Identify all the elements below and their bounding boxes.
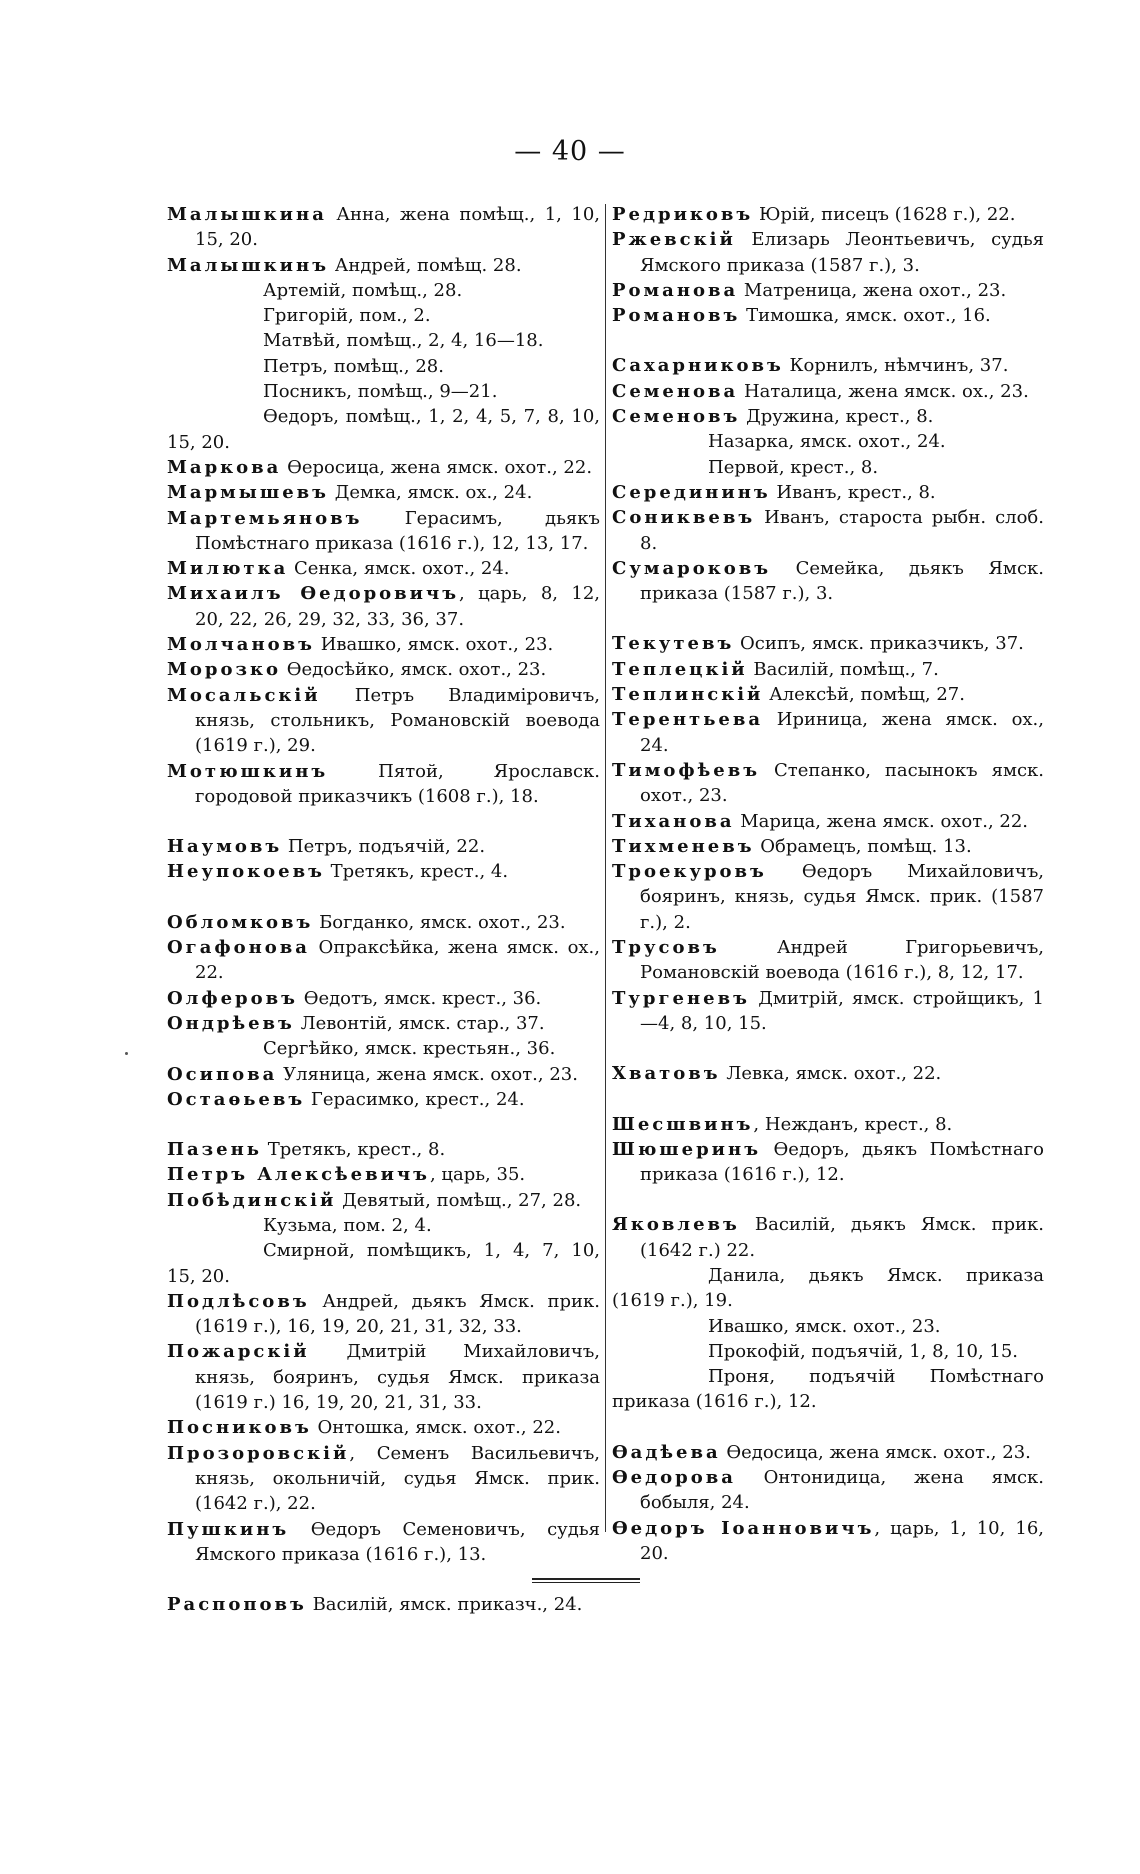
entry-details: Андрей, помѣщ. 28. bbox=[329, 254, 522, 276]
entry-surname: Теплинскій bbox=[612, 684, 764, 706]
entry-details: , царь, 8, 12, 20, 22, 26, 29, 32, 33, 36, 37. bbox=[195, 583, 600, 630]
entry-name: Прокофій, подъячій, 1, 8, 10, 15. bbox=[708, 1340, 1019, 1362]
entry-details: Третякъ, крест., 8. bbox=[262, 1139, 446, 1161]
entry-surname: Тимофѣевъ bbox=[612, 759, 761, 781]
index-entry bbox=[167, 1062, 600, 1087]
entry-details: Ѳеросица, жена ямск. охот., 22. bbox=[281, 456, 593, 478]
entry-details: Семейка, дьякъ Ямск. приказа (1587 г.), 3. bbox=[640, 557, 1044, 605]
end-rule bbox=[532, 1578, 640, 1583]
entry-details: Ѳедотъ, ямск. крест., 36. bbox=[297, 987, 542, 1009]
index-entry bbox=[167, 556, 600, 581]
entry-surname: Обломковъ bbox=[167, 911, 314, 933]
entry-surname: Малышкина bbox=[167, 204, 327, 225]
entry-surname: Сониквевъ bbox=[612, 507, 756, 529]
entry-details: Герасимъ, дьякъ Помѣстнаго приказа (1616 г.), 12, 13, 17. bbox=[195, 507, 600, 554]
entry-surname: Редриковъ bbox=[612, 204, 754, 225]
entry-name: Данила, дьякъ Ямск. приказа (1619 г.), 19. bbox=[612, 1264, 1044, 1312]
left-column bbox=[167, 202, 600, 1617]
entry-surname: Семеновъ bbox=[612, 406, 741, 428]
entry-details: Осипъ, ямск. приказчикъ, 37. bbox=[734, 633, 1024, 655]
index-entry bbox=[167, 1162, 600, 1187]
entry-surname: Морозко bbox=[167, 659, 282, 681]
entry-details: Дмитрій, ямск. стройщикъ, 1—4, 8, 10, 15. bbox=[640, 987, 1044, 1034]
index-entry bbox=[612, 986, 1044, 1037]
index-entry bbox=[708, 455, 1044, 480]
entry-surname: Олферовъ bbox=[167, 987, 298, 1009]
entry-surname: Пожарскій bbox=[167, 1341, 310, 1363]
entry-details: Ѳедосѣйко, ямск. охот., 23. bbox=[281, 659, 547, 681]
entry-details: , царь, 1, 10, 16, 20. bbox=[640, 1517, 1044, 1564]
entry-surname: Остаѳьевъ bbox=[167, 1088, 306, 1110]
index-entry bbox=[167, 683, 600, 759]
entry-surname: Сахарниковъ bbox=[612, 355, 784, 377]
entry-surname: Михаилъ Ѳедоровичъ bbox=[167, 583, 460, 605]
entry-surname: Шесшвинъ bbox=[612, 1113, 754, 1135]
index-entry bbox=[612, 303, 1044, 328]
entry-details: , царь, 35. bbox=[429, 1164, 526, 1186]
entry-surname: Сумароковъ bbox=[612, 557, 772, 579]
index-entry bbox=[263, 328, 600, 353]
entry-details: Пятой, Ярославск. городовой приказчикъ (1608 г.), 18. bbox=[195, 760, 600, 807]
entry-details: Дружина, крест., 8. bbox=[740, 406, 934, 428]
index-entry bbox=[612, 1263, 1044, 1314]
index-entry bbox=[167, 581, 600, 632]
index-entry bbox=[612, 1364, 1044, 1415]
entry-details: Левка, ямск. охот., 22. bbox=[720, 1063, 942, 1085]
entry-details: Онтонидица, жена ямск. бобыля, 24. bbox=[640, 1467, 1044, 1514]
entry-surname: Терентьева bbox=[612, 709, 764, 731]
index-entry bbox=[612, 1465, 1044, 1516]
index-entry bbox=[167, 506, 600, 557]
entry-details: Третякъ, крест., 4. bbox=[324, 861, 509, 883]
entry-details: Сенка, ямск. охот., 24. bbox=[288, 558, 510, 580]
index-entry bbox=[612, 1112, 1044, 1137]
index-entry bbox=[612, 1516, 1044, 1567]
entry-name: Ѳедоръ, помѣщ., 1, 2, 4, 5, 7, 8, 10, 15, 20. bbox=[167, 406, 600, 453]
index-entry bbox=[167, 1137, 600, 1162]
entry-details: Уляница, жена ямск. охот., 23. bbox=[277, 1063, 578, 1085]
index-entry bbox=[167, 657, 600, 682]
index-entry bbox=[167, 1592, 600, 1617]
entry-surname: Ѳедорова bbox=[612, 1467, 736, 1489]
index-entry bbox=[167, 404, 600, 455]
index-entry bbox=[612, 657, 1044, 682]
index-entry bbox=[612, 353, 1044, 378]
entry-surname: Хватовъ bbox=[612, 1063, 721, 1085]
entry-surname: Петръ Алексѣевичъ bbox=[167, 1164, 430, 1186]
index-entry bbox=[167, 986, 600, 1011]
entry-name: Матвѣй, помѣщ., 2, 4, 16—18. bbox=[263, 330, 544, 352]
entry-surname: Неупокоевъ bbox=[167, 861, 325, 883]
index-entry bbox=[167, 935, 600, 986]
margin-speck bbox=[125, 1052, 128, 1055]
index-entry bbox=[167, 1289, 600, 1340]
entry-surname: Троекуровъ bbox=[612, 861, 767, 883]
entry-details: Ириница, жена ямск. ох., 24. bbox=[640, 709, 1044, 756]
entry-surname: Тургеневъ bbox=[612, 987, 750, 1009]
entry-surname: Романовъ bbox=[612, 305, 741, 327]
entry-details: , Нежданъ, крест., 8. bbox=[753, 1113, 953, 1135]
entry-surname: Яковлевъ bbox=[612, 1214, 740, 1236]
entry-details: Богданко, ямск. охот., 23. bbox=[313, 911, 566, 933]
index-entry bbox=[167, 253, 600, 278]
entry-surname: Текутевъ bbox=[612, 633, 735, 655]
entry-details: Ѳедоръ Семеновичъ, судья Ямского приказа (1616 г.), 13. bbox=[195, 1518, 600, 1565]
entry-name: Посникъ, помѣщ., 9—21. bbox=[263, 381, 498, 403]
entry-details: Левонтій, ямск. стар., 37. bbox=[294, 1012, 545, 1034]
entry-surname: Теплецкій bbox=[612, 658, 748, 680]
entry-details: Демка, ямск. ох., 24. bbox=[328, 482, 533, 504]
entry-details: Онтошка, ямск. охот., 22. bbox=[311, 1417, 561, 1439]
entry-name: Смирной, помѣщикъ, 1, 4, 7, 10, 15, 20. bbox=[167, 1240, 600, 1287]
index-entry bbox=[612, 682, 1044, 707]
entry-details: Иванъ, крест., 8. bbox=[770, 481, 936, 503]
index-entry bbox=[263, 278, 600, 303]
index-entry bbox=[167, 1238, 600, 1289]
entry-details: Иванъ, староста рыбн. слоб. 8. bbox=[640, 507, 1044, 554]
index-entry bbox=[612, 1440, 1044, 1465]
index-entry bbox=[167, 1339, 600, 1415]
index-entry bbox=[612, 480, 1044, 505]
index-entry bbox=[612, 1137, 1044, 1188]
entry-details: Василій, помѣщ., 7. bbox=[747, 658, 939, 680]
entry-details: Наталица, жена ямск. ох., 23. bbox=[738, 380, 1029, 402]
entry-surname: Трусовъ bbox=[612, 937, 720, 959]
index-entry bbox=[167, 455, 600, 480]
entry-name: Кузьма, пом. 2, 4. bbox=[263, 1214, 432, 1236]
index-entry bbox=[167, 1011, 600, 1036]
entry-surname: Милютка bbox=[167, 558, 289, 580]
entry-details: Опраксѣйка, жена ямск. ох., 22. bbox=[195, 937, 600, 984]
entry-details: Андрей, дьякъ Ямск. прик. (1619 г.), 16, 19, 20, 21, 31, 32, 33. bbox=[195, 1290, 600, 1338]
index-entry bbox=[167, 759, 600, 810]
entry-surname: Мармышевъ bbox=[167, 482, 329, 504]
entry-details: Марица, жена ямск. охот., 22. bbox=[734, 810, 1029, 832]
entry-name: Ивашко, ямск. охот., 23. bbox=[708, 1315, 941, 1337]
index-entry bbox=[263, 354, 600, 379]
index-entry bbox=[708, 1339, 1044, 1364]
index-entry bbox=[612, 404, 1044, 429]
entry-surname: Распоповъ bbox=[167, 1594, 307, 1616]
index-entry bbox=[167, 1441, 600, 1517]
index-entry bbox=[263, 303, 600, 328]
entry-details: Ивашко, ямск. охот., 23. bbox=[314, 634, 554, 656]
index-entry bbox=[612, 631, 1044, 656]
index-entry bbox=[167, 1188, 600, 1213]
entry-surname: Посниковъ bbox=[167, 1417, 312, 1439]
entry-surname: Осипова bbox=[167, 1063, 278, 1085]
entry-surname: Ѳедоръ Іоанновичъ bbox=[612, 1517, 875, 1539]
entry-surname: Ондрѣевъ bbox=[167, 1012, 295, 1034]
column-divider bbox=[605, 204, 606, 1532]
entry-surname: Мотюшкинъ bbox=[167, 760, 329, 782]
entry-surname: Огафонова bbox=[167, 937, 310, 959]
entry-surname: Молчановъ bbox=[167, 634, 315, 656]
index-entry bbox=[263, 379, 600, 404]
index-entry bbox=[708, 1314, 1044, 1339]
entry-surname: Ржевскій bbox=[612, 229, 736, 251]
entry-details: Матреница, жена охот., 23. bbox=[738, 279, 1007, 301]
entry-name: Сергѣйко, ямск. крестьян., 36. bbox=[263, 1038, 556, 1060]
entry-name: Григорій, пом., 2. bbox=[263, 305, 431, 327]
right-column bbox=[612, 202, 1044, 1566]
index-entry bbox=[263, 1036, 600, 1061]
index-entry bbox=[167, 834, 600, 859]
index-entry bbox=[167, 1415, 600, 1440]
entry-details: Анна, жена помѣщ., 1, 10, 15, 20. bbox=[195, 204, 600, 251]
entry-details: Степанко, пасынокъ ямск. охот., 23. bbox=[640, 759, 1044, 807]
entry-details: Андрей Григорьевичъ, Романовскій воевода (1616 г.), 8, 12, 17. bbox=[640, 937, 1044, 984]
entry-details: Тимошка, ямск. охот., 16. bbox=[740, 305, 991, 327]
entry-surname: Семенова bbox=[612, 380, 739, 402]
entry-name: Проня, подъячій Помѣстнаго приказа (1616 г.), 12. bbox=[612, 1366, 1044, 1413]
index-entry bbox=[167, 910, 600, 935]
index-entry bbox=[612, 834, 1044, 859]
entry-details: Василій, дьякъ Ямск. прик. (1642 г.) 22. bbox=[640, 1214, 1044, 1261]
entry-details: Юрій, писецъ (1628 г.), 22. bbox=[753, 204, 1016, 225]
entry-surname: Наумовъ bbox=[167, 836, 283, 858]
entry-details: , Семенъ Васильевичъ, князь, окольничій, судья Ямск. прик. (1642 г.), 22. bbox=[195, 1442, 600, 1515]
entry-details: Елизарь Леонтьевичъ, судья Ямского приказа (1587 г.), 3. bbox=[640, 229, 1044, 276]
entry-details: Девятый, помѣщ., 27, 28. bbox=[336, 1189, 582, 1211]
entry-details: Ѳедоръ Михайловичъ, бояринъ, князь, судья Ямск. прик. (1587 г.), 2. bbox=[640, 861, 1044, 933]
entry-details: Петръ Владиміровичъ, князь, стольникъ, Романовскій воевода (1619 г.), 29. bbox=[195, 684, 600, 757]
index-entry bbox=[167, 480, 600, 505]
entry-surname: Пушкинъ bbox=[167, 1518, 290, 1540]
index-entry bbox=[612, 1061, 1044, 1086]
entry-surname: Тихменевъ bbox=[612, 835, 755, 857]
entry-surname: Прозоровскій bbox=[167, 1442, 350, 1464]
entry-surname: Мосальскій bbox=[167, 684, 321, 706]
entry-details: Петръ, подъячій, 22. bbox=[282, 836, 486, 858]
entry-surname: Маркова bbox=[167, 456, 282, 478]
index-entry bbox=[167, 1517, 600, 1568]
index-entry bbox=[167, 859, 600, 884]
entry-name: Назарка, ямск. охот., 24. bbox=[708, 431, 946, 453]
index-entry bbox=[612, 379, 1044, 404]
index-entry bbox=[612, 505, 1044, 556]
entry-details: Ѳедосица, жена ямск. охот., 23. bbox=[720, 1441, 1031, 1463]
entry-details: Обрамецъ, помѣщ. 13. bbox=[754, 835, 972, 857]
entry-details: Василій, ямск. приказч., 24. bbox=[306, 1594, 583, 1616]
index-entry bbox=[167, 632, 600, 657]
index-entry bbox=[708, 429, 1044, 454]
entry-surname: Романова bbox=[612, 279, 739, 301]
entry-details: Ѳедоръ, дьякъ Помѣстнаго приказа (1616 г.), 12. bbox=[640, 1138, 1044, 1186]
index-entry bbox=[167, 1087, 600, 1112]
entry-details: Герасимко, крест., 24. bbox=[305, 1088, 525, 1110]
index-entry bbox=[612, 278, 1044, 303]
index-entry bbox=[612, 758, 1044, 809]
entry-surname: Ѳадѣева bbox=[612, 1441, 721, 1463]
entry-surname: Побѣдинскій bbox=[167, 1189, 337, 1211]
entry-surname: Середининъ bbox=[612, 481, 771, 503]
index-entry bbox=[167, 202, 600, 253]
entry-surname: Пазень bbox=[167, 1139, 262, 1161]
entry-surname: Малышкинъ bbox=[167, 254, 329, 276]
entry-details: Дмитрій Михайловичъ, князь, бояринъ, судья Ямск. приказа (1619 г.) 16, 19, 20, 21, 31, 33. bbox=[195, 1341, 600, 1414]
entry-name: Петръ, помѣщ., 28. bbox=[263, 355, 444, 377]
entry-surname: Мартемьяновъ bbox=[167, 507, 363, 529]
index-entry bbox=[263, 1213, 600, 1238]
index-entry bbox=[612, 935, 1044, 986]
index-entry bbox=[612, 1212, 1044, 1263]
index-entry bbox=[612, 809, 1044, 834]
index-entry bbox=[612, 227, 1044, 278]
index-entry bbox=[612, 707, 1044, 758]
entry-surname: Шюшеринъ bbox=[612, 1138, 761, 1160]
entry-details: Алексѣй, помѣщ, 27. bbox=[763, 684, 965, 706]
index-entry bbox=[612, 556, 1044, 607]
entry-name: Артемій, помѣщ., 28. bbox=[263, 279, 463, 301]
entry-name: Первой, крест., 8. bbox=[708, 456, 879, 478]
page-number: — 40 — bbox=[514, 136, 626, 167]
entry-surname: Тиханова bbox=[612, 810, 735, 832]
index-entry bbox=[612, 859, 1044, 935]
entry-details: Корнилъ, нѣмчинъ, 37. bbox=[783, 355, 1009, 377]
index-entry bbox=[612, 202, 1044, 227]
entry-surname: Подлѣсовъ bbox=[167, 1290, 310, 1312]
